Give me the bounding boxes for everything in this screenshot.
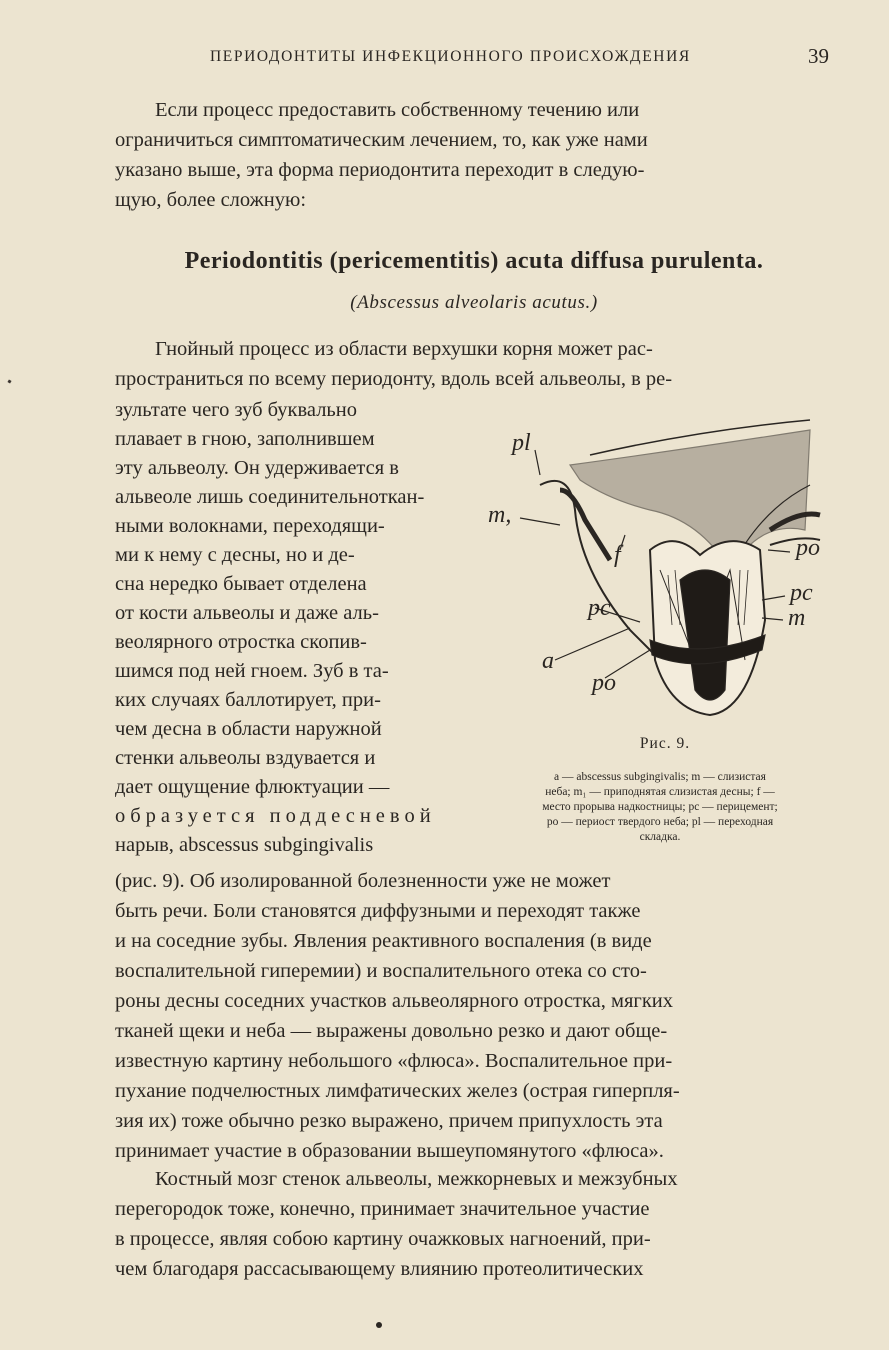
- legend-line: неба; m₁ — приподнятая слизистая десны; f —: [545, 786, 775, 798]
- ink-dot: [376, 1322, 382, 1328]
- text-line: образуется поддесневой: [115, 805, 436, 827]
- running-title: ПЕРИОДОНТИТЫ ИНФЕКЦИОННОГО ПРОИСХОЖДЕНИЯ: [210, 48, 691, 65]
- paragraph-2-wrapped: [115, 396, 475, 860]
- text-line: пространиться по всему периодонту, вдоль всей альвеолы, в ре-: [115, 368, 673, 390]
- text-line: воспалительной гиперемии) и воспалительного отека со сто-: [115, 960, 647, 982]
- paragraph-2-lead: [115, 334, 833, 394]
- text-line: быть речи. Боли становятся диффузными и переходят также: [115, 900, 641, 922]
- text-line: тканей щеки и неба — выражены довольно резко и дают обще-: [115, 1020, 668, 1042]
- paragraph-1: [115, 95, 833, 215]
- text-line: принимает участие в образовании вышеупомянутого «флюса».: [115, 1140, 664, 1162]
- legend-line: a — abscessus subgingivalis; m — слизистая: [554, 771, 766, 783]
- text-line: стенки альвеолы вздувается и: [115, 747, 376, 769]
- text-line: ми к нему с десны, но и де-: [115, 544, 355, 566]
- text-line: Костный мозг стенок альвеолы, межкорневых и межзубных: [155, 1168, 678, 1190]
- text-line: щую, более сложную:: [115, 189, 307, 211]
- tooth-illustration: [488, 410, 840, 730]
- legend-line: складка.: [639, 831, 681, 843]
- legend-line: место прорыва надкостницы; pc — перицемент;: [542, 801, 778, 813]
- text-line: зия их) тоже обычно резко выражено, причем припухлость эта: [115, 1110, 663, 1132]
- text-line: шимся под ней гноем. Зуб в та-: [115, 660, 389, 682]
- text-line: известную картину небольшого «флюса». Воспалительное при-: [115, 1050, 673, 1072]
- ink-mark: [7, 379, 11, 383]
- label-pc-right: pc: [790, 580, 813, 606]
- figure-caption: Рис. 9.: [639, 735, 691, 752]
- text-line: зультате чего зуб буквально: [115, 399, 358, 421]
- text-line: дает ощущение флюктуации —: [115, 776, 390, 798]
- text-line: (рис. 9). Об изолированной болезненности уже не может: [115, 870, 611, 892]
- figure-9-tooth-diagram: [488, 410, 840, 730]
- label-pl: pl: [512, 430, 531, 456]
- page-header: [115, 44, 835, 72]
- label-po-right: po: [796, 535, 820, 561]
- section-title: Periodontitis (pericementitis) acuta diffusa purulenta.: [184, 248, 764, 274]
- text-line: пухание подчелюстных лимфатических желез (острая гиперпля-: [115, 1080, 680, 1102]
- label-a: a: [542, 648, 554, 674]
- text-line: эту альвеолу. Он удерживается в: [115, 457, 399, 479]
- text-line: от кости альвеолы и даже аль-: [115, 602, 379, 624]
- label-pc-left: pc: [588, 595, 611, 621]
- text-line: ными волокнами, переходящи-: [115, 515, 385, 537]
- text-line: в процессе, являя собою картину очажковых нагноений, при-: [115, 1228, 651, 1250]
- text-line: сна нередко бывает отделена: [115, 573, 367, 595]
- figure-legend: [485, 770, 835, 845]
- text-line: ких случаях баллотирует, при-: [115, 689, 381, 711]
- text-line: чем благодаря рассасывающему влиянию протеолитических: [115, 1258, 644, 1280]
- text-line: и на соседние зубы. Явления реактивного воспаления (в виде: [115, 930, 652, 952]
- text-line: указано выше, эта форма периодонтита переходит в следую-: [115, 159, 645, 181]
- label-m-right: m: [788, 605, 806, 631]
- text-line: альвеоле лишь соединительноткан-: [115, 486, 425, 508]
- paragraph-2-rest: [115, 866, 833, 1166]
- legend-line: po — периост твердого неба; pl — переходная: [546, 816, 774, 828]
- paragraph-3: [115, 1164, 833, 1284]
- text-line: веолярного отростка скопив-: [115, 631, 367, 653]
- text-line: Если процесс предоставить собственному течению или: [155, 99, 640, 121]
- label-po-bottom: po: [592, 670, 616, 696]
- label-m1: m,: [488, 502, 512, 528]
- text-line: роны десны соседних участков альвеолярного отростка, мягких: [115, 990, 673, 1012]
- text-line: плавает в гною, заполнившем: [115, 428, 375, 450]
- text-line: перегородок тоже, конечно, принимает значительное участие: [115, 1198, 650, 1220]
- label-f: f: [614, 542, 621, 568]
- text-line: ограничиться симптоматическим лечением, то, как уже нами: [115, 129, 648, 151]
- text-line: чем десна в области наружной: [115, 718, 382, 740]
- text-line: нарыв, abscessus subgingivalis: [115, 834, 374, 856]
- page-number: 39: [808, 44, 829, 68]
- text-line: Гнойный процесс из области верхушки корня может рас-: [155, 338, 653, 360]
- section-subtitle: (Abscessus alveolaris acutus.): [350, 292, 598, 313]
